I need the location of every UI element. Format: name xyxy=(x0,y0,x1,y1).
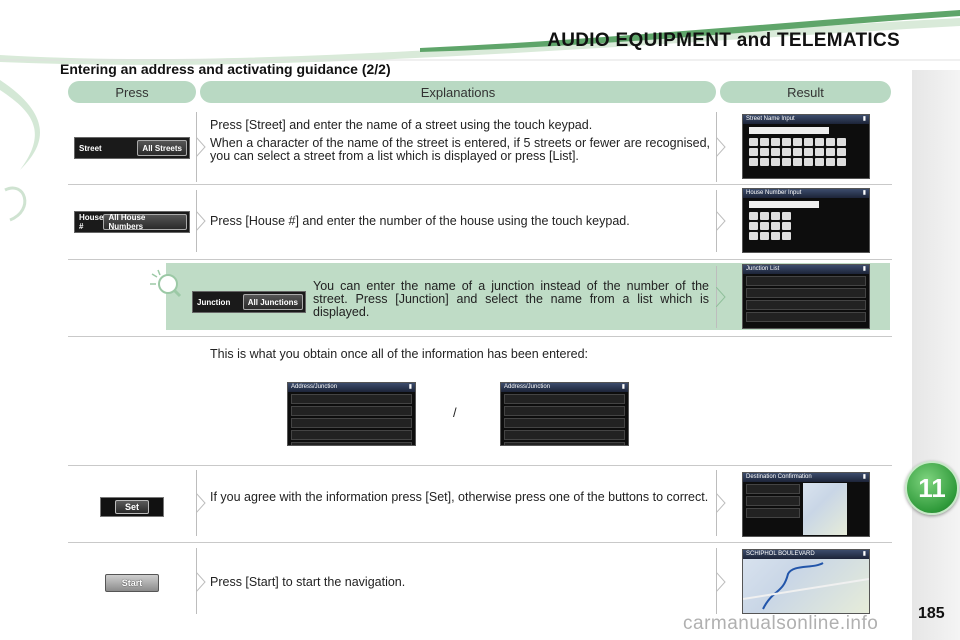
info-row xyxy=(746,508,800,518)
field-row xyxy=(504,442,625,446)
screen-title: Street Name Input xyxy=(746,116,795,122)
field-row xyxy=(504,394,625,404)
column-header-explanations: Explanations xyxy=(200,81,716,103)
screen-title: Destination Confirmation xyxy=(746,474,812,480)
chapter-tab: 11 xyxy=(905,461,959,515)
explanation-paragraph: Press [Street] and enter the name of a street using the touch keypad. xyxy=(210,118,593,132)
screen-title-bar: Junction List ▮ xyxy=(743,265,869,274)
result-screen-junction-list xyxy=(742,264,870,329)
explanation-text: Press [House #] and enter the number of the house using the touch keypad. xyxy=(210,214,630,228)
screen-title-bar: Destination Confirmation ▮ xyxy=(743,473,869,482)
info-row xyxy=(746,496,800,506)
row-separator xyxy=(68,465,892,466)
explanation-text: Press [Start] to start the navigation. xyxy=(210,575,406,589)
explanation-text: If you agree with the information press [Set], otherwise press one of the buttons to correct. xyxy=(210,490,709,504)
street-button-bar xyxy=(74,137,190,159)
result-screen-street-input xyxy=(742,114,870,179)
result-screen-house-number-input xyxy=(742,188,870,253)
field-row xyxy=(291,430,412,440)
screen-title-bar: Street Name Input ▮ xyxy=(743,115,869,124)
text-field xyxy=(749,127,829,134)
info-row xyxy=(746,484,800,494)
page-title: AUDIO EQUIPMENT and TELEMATICS xyxy=(547,30,900,51)
chevron-right-icon xyxy=(196,493,206,513)
explanation-text: You can enter the name of a junction instead of the number of the street. Press [Junction] and select the name from a list which is displayed. xyxy=(313,279,709,319)
watermark: carmanualsonline.info xyxy=(683,613,879,634)
text-field xyxy=(749,201,819,208)
chevron-right-icon xyxy=(716,287,726,307)
side-band xyxy=(912,70,960,640)
screen-title-bar: SCHIPHOL BOULEVARD ▮ xyxy=(743,550,869,559)
screen-title: SCHIPHOL BOULEVARD xyxy=(746,551,815,557)
chevron-right-icon xyxy=(196,137,206,157)
screen-title: Address/Junction xyxy=(504,384,551,390)
field-row xyxy=(291,418,412,428)
street-label: Street xyxy=(79,143,102,153)
section-title: Entering an address and activating guidance (2/2) xyxy=(60,61,391,77)
field-row xyxy=(504,406,625,416)
result-screen-destination-confirmation xyxy=(742,472,870,537)
row-separator xyxy=(68,259,892,260)
house-number-label: House # xyxy=(79,213,104,231)
chevron-right-icon xyxy=(716,137,726,157)
route-line xyxy=(743,559,869,613)
house-number-button-bar xyxy=(74,211,190,233)
column-header-press: Press xyxy=(68,81,196,103)
separator-slash: / xyxy=(453,405,457,420)
screen-title: Address/Junction xyxy=(291,384,338,390)
explanation-text xyxy=(210,119,710,168)
set-button[interactable]: Set xyxy=(115,500,149,514)
junction-button-bar xyxy=(192,291,306,313)
list-item xyxy=(746,312,866,322)
left-decoration xyxy=(0,70,70,230)
start-button[interactable]: Start xyxy=(105,574,159,592)
all-junctions-button[interactable]: All Junctions xyxy=(243,294,303,310)
keypad xyxy=(743,211,869,241)
explanation-text: This is what you obtain once all of the information has been entered: xyxy=(210,347,589,361)
screen-title-bar: Address/Junction ▮ xyxy=(288,383,415,392)
set-button-bar xyxy=(100,497,164,517)
chevron-right-icon xyxy=(196,211,206,231)
chevron-right-icon xyxy=(196,572,206,592)
row-separator xyxy=(68,184,892,185)
result-screen-address-with-junction xyxy=(500,382,629,446)
result-screen-navigation-map xyxy=(742,549,870,614)
result-screen-address-with-house xyxy=(287,382,416,446)
list-item xyxy=(746,288,866,298)
column-header-result: Result xyxy=(720,81,891,103)
map-view xyxy=(803,483,847,535)
screen-title-bar: Address/Junction ▮ xyxy=(501,383,628,392)
field-row xyxy=(291,394,412,404)
chevron-right-icon xyxy=(716,572,726,592)
chevron-right-icon xyxy=(716,211,726,231)
screen-title: Junction List xyxy=(746,266,780,272)
row-separator xyxy=(68,336,892,337)
field-row xyxy=(504,418,625,428)
explanation-paragraph: When a character of the name of the street is entered, if 5 streets or fewer are recognised, you can select a street from a list which is displayed or press [List]. xyxy=(210,136,710,163)
screen-title: House Number Input xyxy=(746,190,802,196)
all-streets-button[interactable]: All Streets xyxy=(137,140,187,156)
page-number: 185 xyxy=(918,605,945,622)
lightbulb-tip-icon xyxy=(148,268,184,302)
field-row xyxy=(504,430,625,440)
field-row xyxy=(291,406,412,416)
row-separator xyxy=(68,542,892,543)
field-row xyxy=(291,442,412,446)
junction-label: Junction xyxy=(197,297,231,307)
chevron-right-icon xyxy=(716,493,726,513)
list-item xyxy=(746,276,866,286)
all-house-numbers-button[interactable]: All House Numbers xyxy=(103,214,187,230)
screen-title-bar: House Number Input ▮ xyxy=(743,189,869,198)
keypad xyxy=(743,137,869,167)
list-item xyxy=(746,300,866,310)
